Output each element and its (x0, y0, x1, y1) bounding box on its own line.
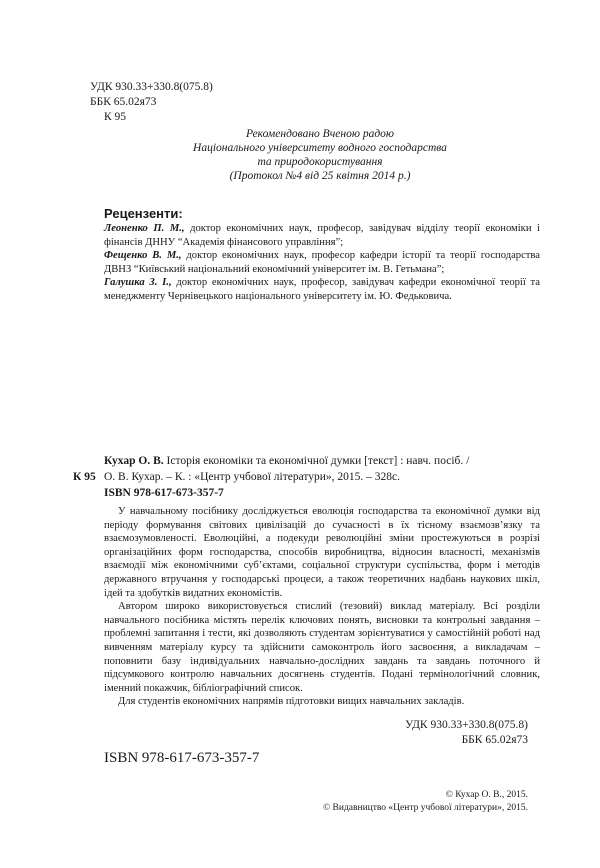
udk-top: УДК 930.33+330.8(075.8) (90, 81, 213, 93)
abstract-paragraph: Автором широко використовується стислий (тезовий) виклад матеріалу. Всі розділи навчального посібника містять перелік ключових понять, висновки та контрольні завдання – проблемні запитання і тести, які дозволяють студентам зорієнтуватися у самостійній роботі над вивченням матеріалу курсу та здійснити самоконтроль його засвоєння, а викладачам – поповнити базу індивідуальних навчально-дослідних завдань та завдань поточного й підсумкового контролю навчальних досягнень студентів. Подані термінологічний словник, іменний покажчик, бібліографічний список. (104, 601, 540, 694)
abstract-paragraph: У навчальному посібнику досліджується еволюція господарства та економічної думки від періоду формування світових цивілізацій до сучасності в їх тісному взаємозв’язку та взаємозумовленості. Еволюційні, а подекуди революційні зміни простежуються в розрізі організаційних форм господарства, способів виробництва, відносин власності, механізмів взаємодії між економічними суб’єктами, соціальної структури суспільства, форм і методів державного втручання у господарські процеси, а також теоретичних надбань наукових шкіл, ідей та здобутків видатних економістів. (104, 506, 540, 599)
reviewers-title: Рецензенти: (104, 206, 183, 221)
abstract (104, 505, 540, 709)
biblio-line-1 (104, 454, 540, 468)
reviewer-entry (104, 276, 540, 303)
recommendation-line: Рекомендовано Вченою радою (245, 128, 395, 140)
recommendation-block (120, 127, 520, 183)
reviewer-desc: доктор економічних наук, професор, завідувач відділу теорії економіки і фінансів ДННУ “Академія фінансового управління”; (104, 223, 540, 248)
isbn-large: ISBN 978-617-673-357-7 (104, 750, 260, 766)
k-code-top: К 95 (104, 111, 127, 123)
biblio-isbn: ISBN 978-617-673-357-7 (104, 487, 224, 499)
copyright-block (323, 789, 528, 814)
biblio-line-2: О. В. Кухар. – К. : «Центр учбової літератури», 2015. – 328с. (104, 471, 401, 483)
udk-bottom: УДК 930.33+330.8(075.8) (405, 719, 528, 731)
bbk-bottom: ББК 65.02я73 (461, 734, 528, 746)
biblio-mark: К 95 (73, 471, 96, 483)
reviewer-entry (104, 222, 540, 249)
reviewer-entry (104, 249, 540, 276)
reviewer-desc: доктор економічних наук, професор, завідувач кафедри економічної теорії та менеджменту Чернівецького національного університету ім. Ю. Федьковича. (104, 277, 540, 302)
recommendation-line: Національного університету водного господарства (193, 142, 447, 154)
reviewer-name: Фещенко В. М., (104, 250, 182, 262)
recommendation-line: та природокористування (257, 156, 383, 168)
biblio-author: Кухар О. В. (104, 455, 164, 467)
reviewer-name: Леоненко П. М., (104, 223, 185, 234)
bbk-top: ББК 65.02я73 (90, 96, 157, 108)
recommendation-line: (Протокол №4 від 25 квітня 2014 р.) (229, 170, 411, 182)
biblio-title: Історія економіки та економічної думки [текст] : навч. посіб. / (163, 455, 470, 467)
reviewer-name: Галушка З. І., (104, 277, 172, 289)
abstract-paragraph: Для студентів економічних напрямів підготовки вищих навчальних закладів. (118, 696, 465, 708)
reviewer-desc: доктор економічних наук, професор кафедри історії та теорії господарства ДВНЗ “Київський національний економічний університет ім. В. Гетьмана”; (104, 250, 540, 275)
reviewers-list (104, 222, 540, 304)
copyright-line: © Кухар О. В., 2015. (445, 790, 528, 800)
copyright-line: © Видавництво «Центр учбової літератури», 2015. (322, 802, 528, 813)
